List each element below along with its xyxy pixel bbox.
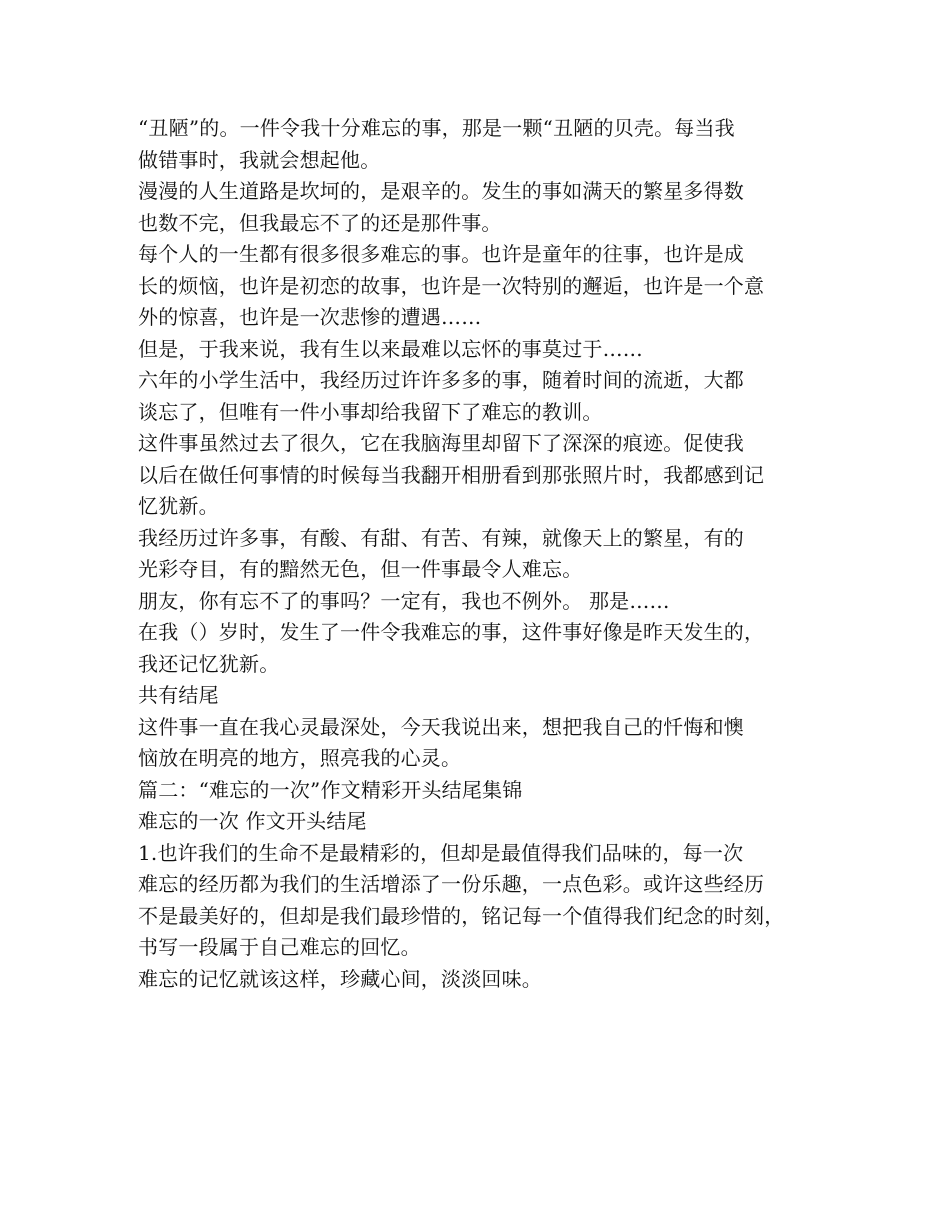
text-line: 外的惊喜，也许是一次悲惨的遭遇…… xyxy=(138,305,482,329)
text-line: 做错事时，我就会想起他。 xyxy=(138,147,381,172)
text-line: 以后在做任何事情的时候每当我翻开相册看到那张照片时，我都感到记 xyxy=(138,462,765,487)
text-line: 难忘的记忆就该这样，珍藏心间，淡淡回味。 xyxy=(138,966,542,991)
text-line: 但是，于我来说，我有生以来最难以忘怀的事莫过于…… xyxy=(138,336,643,361)
text-line: 谈忘了，但唯有一件小事却给我留下了难忘的教训。 xyxy=(138,399,603,424)
text-line: 六年的小学生活中，我经历过许许多多的事，随着时间的流逝，大都 xyxy=(138,368,744,392)
text-line: 这件事虽然过去了很久，它在我脑海里却留下了深深的痕迹。促使我 xyxy=(138,431,744,455)
document-body xyxy=(138,113,816,995)
text-line: 每个人的一生都有很多很多难忘的事。也许是童年的往事，也许是成 xyxy=(138,242,744,266)
text-line: 我经历过许多事，有酸、有甜、有苦、有辣，就像天上的繁星，有的 xyxy=(138,525,744,550)
section-subtitle: 难忘的一次 作文开头结尾 xyxy=(138,809,367,833)
section-title: 篇二：“难忘的一次”作文精彩开头结尾集锦 xyxy=(138,777,523,802)
text-line: “丑陋”的。一件令我十分难忘的事，那是一颗“丑陋的贝壳。每当我 xyxy=(138,116,735,140)
text-line: 漫漫的人生道路是坎坷的，是艰辛的。发生的事如满天的繁星多得数 xyxy=(138,179,744,203)
text-line: 1.也许我们的生命不是最精彩的，但却是最值得我们品味的，每一次 xyxy=(138,840,744,865)
section-heading: 共有结尾 xyxy=(138,683,219,707)
text-line: 在我（）岁时，发生了一件令我难忘的事，这件事好像是昨天发生的， xyxy=(138,620,765,644)
text-line: 不是最美好的，但却是我们最珍惜的，铭记每一个值得我们纪念的时刻， xyxy=(138,903,785,928)
text-line: 这件事一直在我心灵最深处，今天我说出来，想把我自己的忏悔和懊 xyxy=(138,714,744,739)
text-line: 光彩夺目，有的黯然无色，但一件事最令人难忘。 xyxy=(138,557,583,581)
text-line: 忆犹新。 xyxy=(138,494,219,518)
text-line: 我还记忆犹新。 xyxy=(138,651,280,676)
text-line: 难忘的经历都为我们的生活增添了一份乐趣，一点色彩。或许这些经历 xyxy=(138,872,765,896)
text-line: 长的烦恼，也许是初恋的故事，也许是一次特别的邂逅，也许是一个意 xyxy=(138,273,765,298)
text-line: 恼放在明亮的地方，照亮我的心灵。 xyxy=(138,746,462,770)
text-line: 也数不完，但我最忘不了的还是那件事。 xyxy=(138,210,502,235)
text-line: 书写一段属于自己难忘的回忆。 xyxy=(138,935,421,959)
text-line: 朋友，你有忘不了的事吗？一定有，我也不例外。 那是…… xyxy=(138,588,670,613)
